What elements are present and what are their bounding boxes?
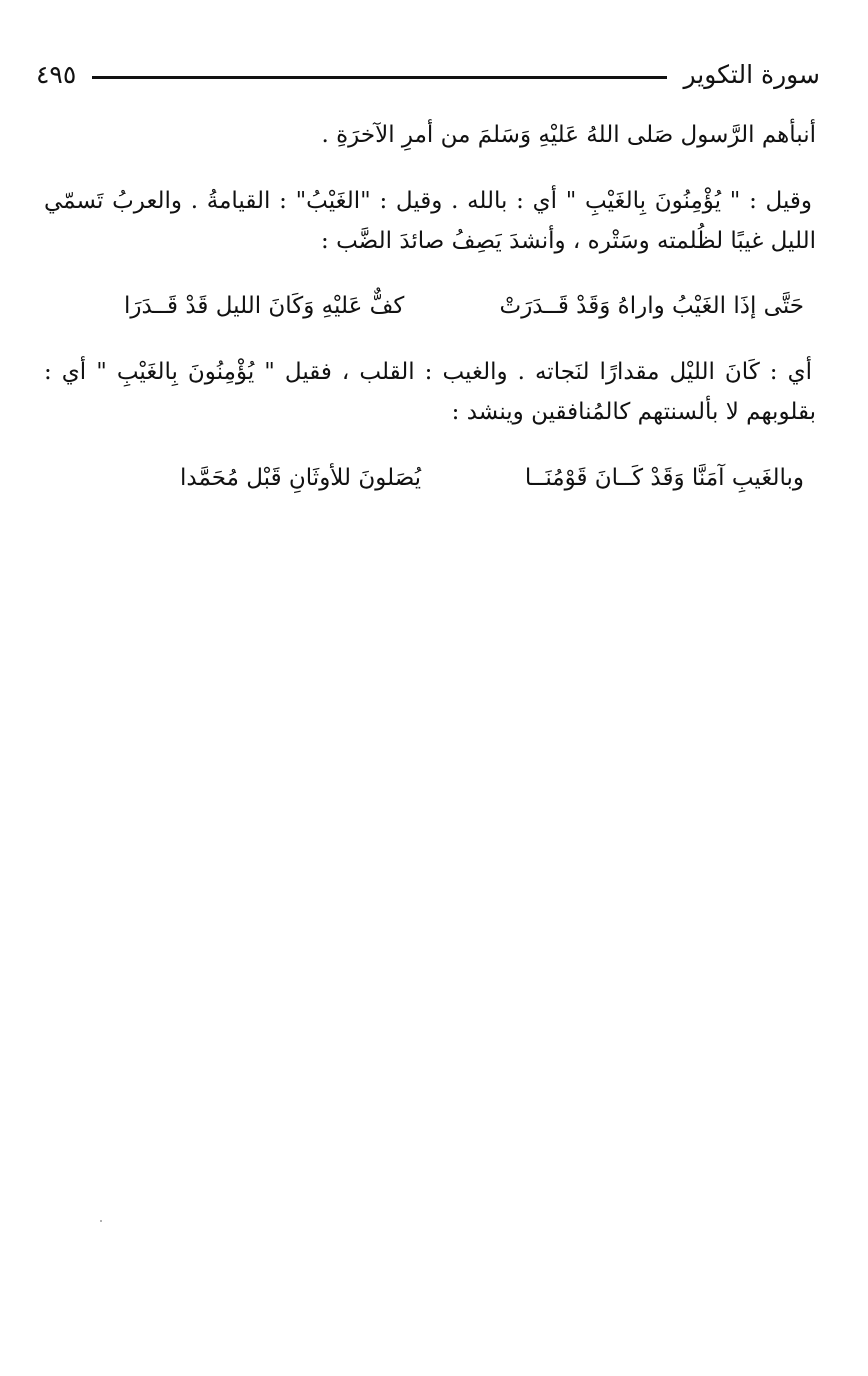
header-rule <box>92 76 667 79</box>
verse-2-second-hemistich: يُصَلونَ للأوثَانِ قَبْل مُحَمَّدا <box>180 465 422 491</box>
paragraph-1-line-1: أنبأهم الرَّسول صَلى اللهُ عَليْهِ وَسَلمَ من أمرِ الآخرَةِ . <box>321 122 816 148</box>
paragraph-3-line-1: أي : كَانَ الليْل مقدارًا لنَجاته . والغيب : القلب ، فقيل " يُؤْمِنُونَ بِالغَيْبِ " أي : <box>44 359 812 385</box>
page-number: ٤٩٥ <box>36 59 77 89</box>
scan-speck <box>100 1220 102 1222</box>
paragraph-2-line-2: الليل غيبًا لظُلمته وسَتْره ، وأنشدَ يَصِفُ صائدَ الضَّب : <box>321 228 816 254</box>
surah-title: سورة التكوير <box>683 59 820 89</box>
verse-1-second-hemistich: كفٌّ عَليْهِ وَكَانَ الليل قَدْ قَــدَرَا <box>124 293 405 319</box>
verse-2-first-hemistich: وبالغَيبِ آمَنَّا وَقَدْ كَــانَ قَوْمُنَــا <box>524 465 804 491</box>
verse-1-first-hemistich: حَتَّى إذَا الغَيْبُ واراهُ وَقَدْ قَــدَرَتْ <box>499 293 804 319</box>
paragraph-3-line-2: بقلوبهم لا بألسنتهم كالمُنافقين وينشد : <box>451 399 816 425</box>
page-header <box>36 54 820 94</box>
paragraph-2-line-1: وقيل : " يُؤْمِنُونَ بِالغَيْبِ " أي : بالله . وقيل : "الغَيْبُ" : القيامةُ . والعربُ تَسمّي <box>44 188 812 214</box>
